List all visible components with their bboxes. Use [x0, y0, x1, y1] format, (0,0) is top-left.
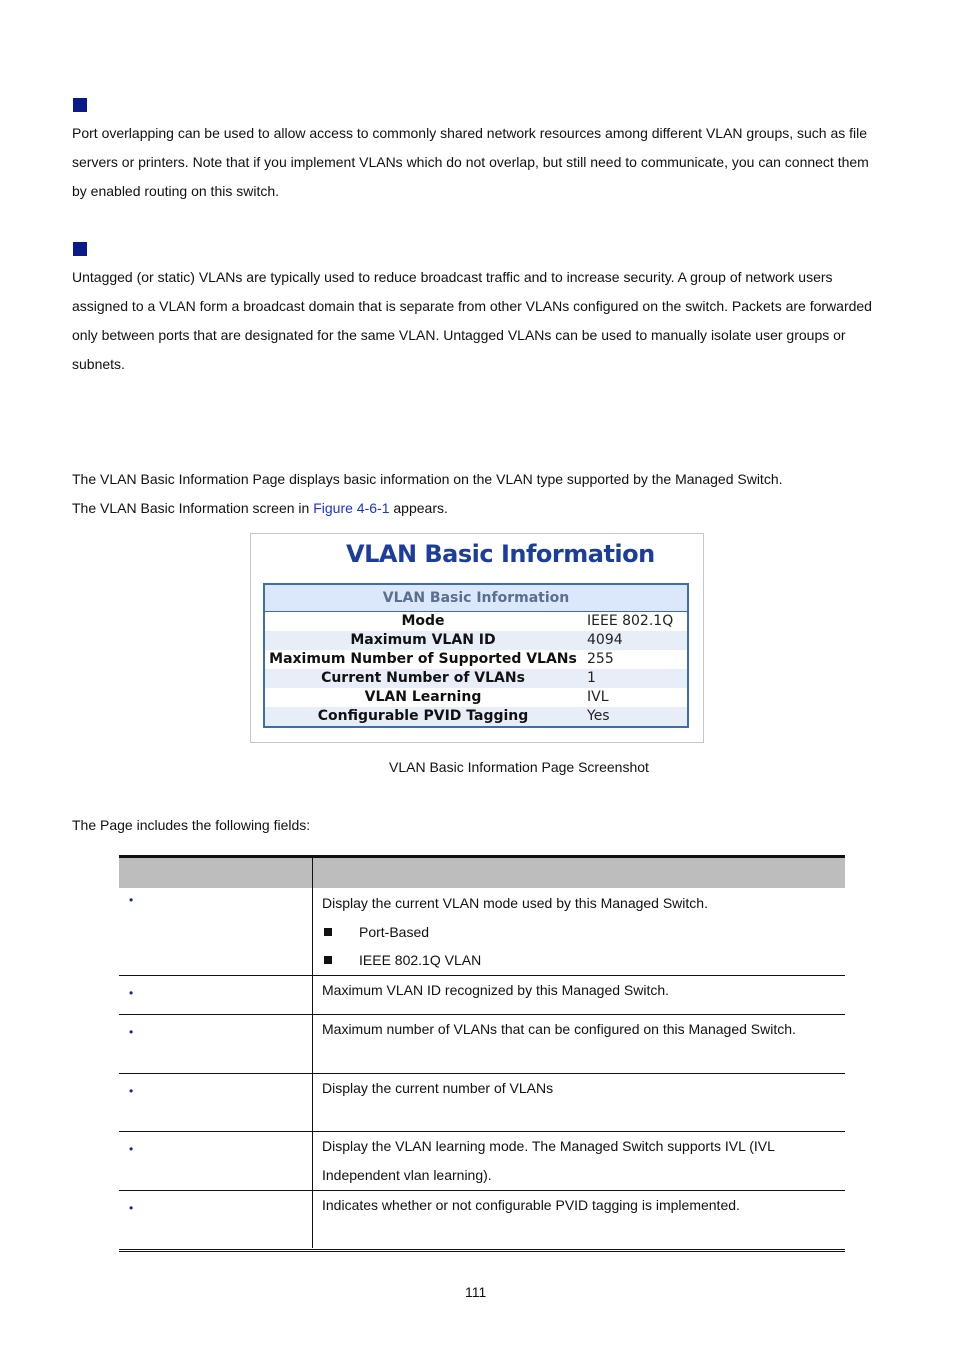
intro-line-2-suffix: appears. — [389, 500, 448, 516]
bullet-icon: • — [129, 1025, 134, 1039]
row-key: Maximum VLAN ID — [264, 631, 581, 650]
field-description: Display the current number of VLANs — [322, 1080, 554, 1096]
square-bullet-icon — [324, 928, 332, 936]
row-key: Maximum Number of Supported VLANs — [264, 650, 581, 669]
table-row — [119, 976, 845, 1015]
table-row — [119, 1074, 845, 1132]
option-item — [324, 924, 429, 940]
option-label: Port-Based — [359, 924, 430, 940]
row-key: Configurable PVID Tagging — [264, 707, 581, 727]
vlan-basic-information-screenshot — [250, 533, 704, 743]
option-item — [324, 952, 481, 968]
table-row — [264, 631, 688, 650]
section-marker-icon — [73, 98, 87, 112]
field-description: Indicates whether or not configurable PVID tagging is implemented. — [322, 1197, 740, 1213]
row-value: IEEE 802.1Q — [581, 612, 688, 632]
fields-intro: The Page includes the following fields: — [72, 817, 311, 833]
row-value: Yes — [581, 707, 688, 727]
bullet-icon: • — [129, 1084, 134, 1098]
table-row — [119, 1132, 845, 1191]
table-header: VLAN Basic Information — [264, 584, 688, 612]
table-row — [264, 612, 688, 632]
vlan-basic-information-table — [263, 583, 689, 728]
intro-line-2-prefix: The VLAN Basic Information screen in — [72, 500, 314, 516]
bullet-icon: • — [129, 1142, 134, 1156]
square-bullet-icon — [324, 956, 332, 964]
untagged-vlan-paragraph: Untagged (or static) VLANs are typically used to reduce broadcast traffic and to increase security. A group of network users assigned to a VLAN form a broadcast domain that is separate from other VLANs configured on the switch. Packets are forwarded only between ports that are designated for the same VLAN. Untagged VLANs can be used to manually isolate user groups or subnets. — [72, 269, 872, 372]
table-header-row — [119, 858, 845, 888]
row-value: IVL — [581, 688, 688, 707]
row-value: 4094 — [581, 631, 688, 650]
row-value: 255 — [581, 650, 688, 669]
table-row — [119, 1191, 845, 1248]
intro-line-2 — [72, 500, 448, 516]
bullet-icon: • — [129, 893, 134, 907]
page-number: 111 — [465, 1284, 487, 1300]
field-description: Display the VLAN learning mode. The Managed Switch supports IVL (IVL Independent vlan learning). — [322, 1138, 775, 1183]
bullet-icon: • — [129, 1201, 134, 1215]
table-row — [264, 688, 688, 707]
table-row — [264, 650, 688, 669]
table-row — [264, 707, 688, 727]
port-overlapping-paragraph: Port overlapping can be used to allow access to commonly shared network resources among different VLAN groups, such as file servers or printers. Note that if you implement VLANs which do not overlap, but still need to communicate, you can connect them by enabled routing on this switch. — [72, 125, 869, 199]
figure-link[interactable]: Figure 4-6-1 — [313, 500, 390, 516]
table-row — [119, 888, 845, 976]
row-key: Mode — [264, 612, 581, 632]
option-label: IEEE 802.1Q VLAN — [359, 952, 482, 968]
table-row — [264, 669, 688, 688]
figure-caption: VLAN Basic Information Page Screenshot — [389, 759, 649, 775]
field-description: Display the current VLAN mode used by this Managed Switch. — [322, 895, 708, 911]
field-description: Maximum VLAN ID recognized by this Managed Switch. — [322, 982, 670, 998]
field-description: Maximum number of VLANs that can be configured on this Managed Switch. — [322, 1021, 796, 1037]
table-row — [119, 1015, 845, 1074]
intro-line-1: The VLAN Basic Information Page displays basic information on the VLAN type supported by the Managed Switch. — [72, 471, 783, 487]
table-bottom-rule — [119, 1249, 845, 1252]
bullet-icon: • — [129, 986, 134, 1000]
row-key: VLAN Learning — [264, 688, 581, 707]
screenshot-title: VLAN Basic Information — [346, 540, 655, 568]
section-marker-icon — [73, 242, 87, 256]
row-value: 1 — [581, 669, 688, 688]
row-key: Current Number of VLANs — [264, 669, 581, 688]
